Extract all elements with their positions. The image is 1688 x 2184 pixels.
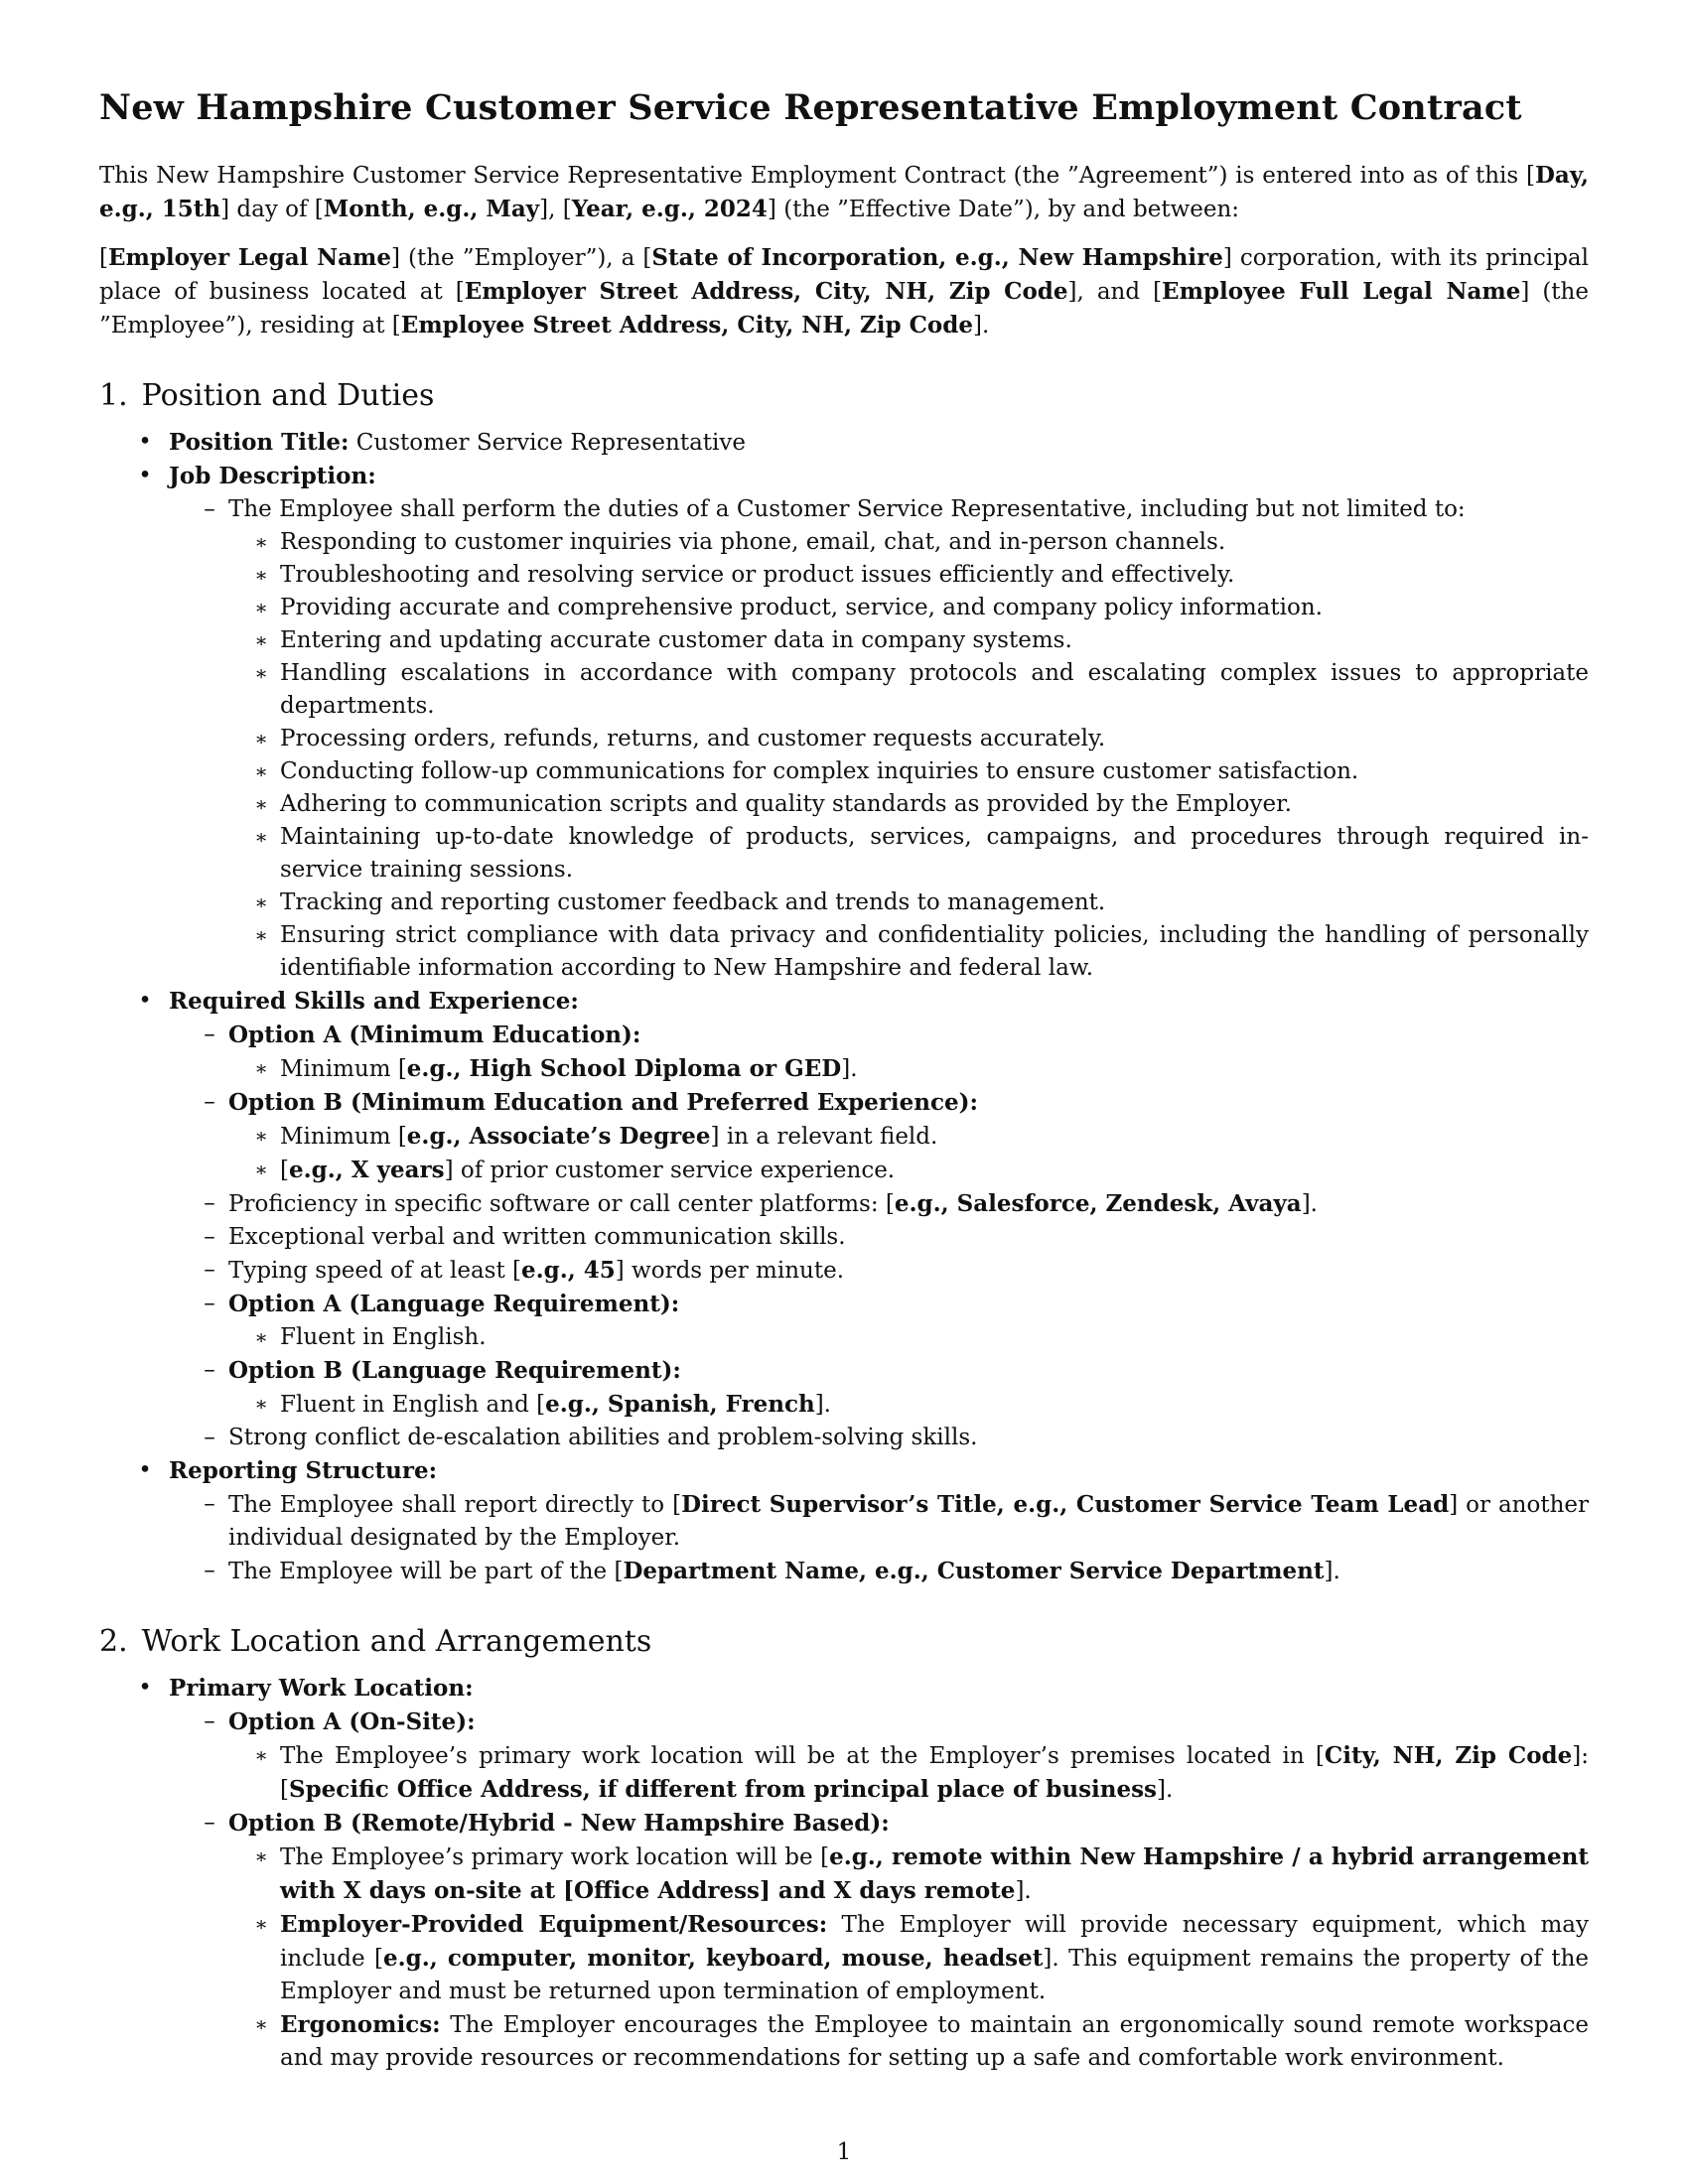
list-item <box>254 526 1589 559</box>
list-item <box>254 788 1589 821</box>
list-item-text <box>280 627 1072 653</box>
list-item-text <box>169 1676 474 1702</box>
list-item <box>99 460 1589 985</box>
list-item-text <box>280 726 1105 751</box>
text: Processing orders, refunds, returns, and customer requests accurately. <box>280 726 1106 751</box>
text: ] day of [ <box>220 197 324 222</box>
list-item <box>254 1154 1589 1187</box>
list-level-1 <box>99 1672 1589 2075</box>
list-item <box>254 624 1589 657</box>
list-item <box>204 1706 1590 1807</box>
page-number: 1 <box>836 2139 852 2165</box>
document-title: New Hampshire Customer Service Representative Employment Contract <box>99 87 1522 128</box>
list-item <box>254 1120 1589 1154</box>
list-item-text <box>169 1458 437 1484</box>
text: Maintaining up-to-date knowledge of products, services, campaigns, and procedures through required in-service training sessions. <box>280 824 1589 883</box>
bold-text: Month, e.g., May <box>323 196 540 222</box>
bullet-icon: ∗ <box>254 1158 268 1181</box>
text: Handling escalations in accordance with company protocols and escalating complex issues to appropriate departments. <box>280 660 1589 719</box>
text: Ensuring strict compliance with data privacy and confidentiality policies, including the handling of personally identifiable information according to New Hampshire and federal law. <box>280 922 1589 981</box>
text: Minimum [ <box>280 1056 407 1082</box>
bullet-icon: ∗ <box>254 923 268 947</box>
list-item-text <box>280 791 1292 817</box>
section-number: 2. <box>99 1624 128 1659</box>
bold-text: e.g., remote within New Hampshire / a hybrid arrangement with X days on-site at [Office Address] and X days remote <box>280 1843 1589 1904</box>
list-item <box>254 657 1589 723</box>
text: ], [ <box>539 197 572 222</box>
text: Troubleshooting and resolving service or product issues efficiently and effectively. <box>280 562 1235 588</box>
bullet-icon: – <box>204 1224 215 1250</box>
bullet-icon: ∗ <box>254 1912 268 1936</box>
text: ]. <box>1157 1777 1174 1803</box>
bold-text: Day, e.g., 15th <box>99 162 1589 222</box>
list-item-text <box>280 1844 1589 1904</box>
list-item-text <box>228 1224 846 1250</box>
text: Conducting follow-up communications for complex inquiries to ensure customer satisfaction. <box>280 758 1359 784</box>
bullet-icon: – <box>204 1491 215 1517</box>
list-item <box>254 1841 1589 1908</box>
bullet-icon: – <box>204 1190 215 1216</box>
text: This New Hampshire Customer Service Representative Employment Contract (the ”Agreement”) is entered into as of this <box>99 163 1526 189</box>
bold-text: e.g., High School Diploma or GED <box>406 1055 842 1082</box>
list-item <box>204 1422 1589 1454</box>
text: ]. <box>1324 1559 1340 1584</box>
text: ]. <box>1301 1191 1318 1217</box>
list-item <box>254 1908 1590 2008</box>
list-item <box>254 723 1589 755</box>
text: The Employer will provide necessary equipment, which may include [ <box>280 1912 1589 1972</box>
list-item-text <box>280 1056 858 1082</box>
text: The Employee’s primary work location will be at the Employer’s premises located in [ <box>280 1743 1325 1769</box>
bullet-icon: ∗ <box>254 792 268 816</box>
bold-text: State of Incorporation, e.g., New Hampshire <box>651 244 1223 271</box>
list-item <box>204 1555 1589 1588</box>
text: ]. <box>814 1392 831 1418</box>
list-level-3 <box>228 1388 1589 1422</box>
bold-text: Primary Work Location: <box>169 1675 474 1702</box>
text: ] corporation, with its principal place of business located at [ <box>99 245 1590 305</box>
bullet-icon: – <box>204 496 215 522</box>
bullet-icon: • <box>138 463 152 488</box>
list-item-text <box>280 1912 1589 2004</box>
bold-text: Job Description: <box>169 463 376 489</box>
list-item <box>99 1672 1589 2075</box>
list-item-text <box>169 464 376 489</box>
list-item-text <box>280 824 1589 883</box>
list-item-text <box>280 889 1105 915</box>
list-item <box>204 1086 1589 1187</box>
list-item-text <box>280 2012 1589 2071</box>
text: Exceptional verbal and written communication skills. <box>228 1224 846 1250</box>
list-item-text <box>280 660 1589 719</box>
bullet-icon: – <box>204 1810 215 1836</box>
bullet-icon: ∗ <box>254 825 268 849</box>
bold-text: e.g., computer, monitor, keyboard, mouse, headset <box>383 1945 1044 1972</box>
text: Fluent in English and [ <box>280 1392 546 1418</box>
list-item <box>254 887 1589 919</box>
bold-text: Option A (Language Requirement): <box>228 1291 680 1317</box>
text: Customer Service Representative <box>349 430 746 456</box>
bullet-icon: ∗ <box>254 1124 268 1148</box>
bold-text: Specific Office Address, if different from principal place of business <box>288 1776 1158 1803</box>
text: ] (the ”Employee”), residing at [ <box>99 279 1589 339</box>
bullet-icon: ∗ <box>254 890 268 914</box>
document-page <box>99 87 1589 2075</box>
text: ]. <box>972 313 990 339</box>
bullet-icon: – <box>204 1022 215 1047</box>
bullet-icon: ∗ <box>254 596 268 619</box>
list-item-text <box>228 1811 890 1837</box>
list-item-text <box>228 1258 844 1284</box>
text: ] or another individual designated by the Employer. <box>228 1492 1589 1551</box>
list-item-text <box>228 1492 1589 1551</box>
text: Fluent in English. <box>280 1324 487 1350</box>
bold-text: Employer Legal Name <box>107 244 392 271</box>
text: The Employer encourages the Employee to maintain an ergonomically sound remote workspace and may provide resources or recommendations for setting up a safe and comfortable work environment. <box>280 2012 1589 2071</box>
bold-text: Employer-Provided Equipment/Resources: <box>280 1911 828 1938</box>
section-title: Position and Duties <box>141 378 435 413</box>
list-item-text <box>228 1358 681 1384</box>
text: [ <box>99 245 108 271</box>
list-level-3 <box>228 1120 1589 1187</box>
list-item-text <box>228 1292 679 1317</box>
list-item-text <box>228 496 1466 522</box>
bullet-icon: – <box>204 1425 215 1450</box>
bold-text: Option B (Minimum Education and Preferred Experience): <box>228 1089 979 1116</box>
list-item <box>254 1321 1589 1354</box>
section-heading <box>99 1624 1589 1660</box>
list-item-text <box>228 1559 1340 1584</box>
text: [ <box>1525 163 1535 189</box>
bullet-icon: • <box>138 988 152 1014</box>
bold-text: City, NH, Zip Code <box>1324 1742 1573 1769</box>
list-item <box>204 1288 1589 1354</box>
bullet-icon: • <box>138 1457 152 1483</box>
list-level-2 <box>169 493 1589 985</box>
list-item <box>254 821 1589 887</box>
text: ]. This equipment remains the property of the Employer and must be returned upon termination of employment. <box>280 1946 1590 2004</box>
list-item-text <box>280 922 1589 981</box>
list-item-text <box>280 1392 831 1418</box>
bullet-icon: • <box>138 1675 152 1701</box>
bullet-icon: – <box>204 1257 215 1283</box>
list-item <box>254 2008 1589 2075</box>
section-number: 1. <box>99 378 128 413</box>
list-item <box>254 559 1589 592</box>
bold-text: e.g., Salesforce, Zendesk, Avaya <box>894 1190 1302 1217</box>
text: [ <box>280 1158 289 1183</box>
text: ] words per minute. <box>615 1258 845 1284</box>
list-item-text <box>280 562 1234 588</box>
list-item-text <box>280 758 1358 784</box>
list-level-1 <box>99 426 1589 1588</box>
bold-text: Required Skills and Experience: <box>169 988 579 1015</box>
section-title: Work Location and Arrangements <box>141 1624 652 1659</box>
bullet-icon: ∗ <box>254 1056 268 1080</box>
list-item-text <box>228 1709 476 1735</box>
list-item <box>204 1488 1589 1555</box>
list-item <box>204 1221 1589 1254</box>
text: Proficiency in specific software or call center platforms: [ <box>228 1191 895 1217</box>
bold-text: Reporting Structure: <box>169 1457 438 1484</box>
text: ] of prior customer service experience. <box>444 1158 896 1183</box>
bullet-icon: ∗ <box>254 1392 268 1416</box>
text: ] in a relevant field. <box>710 1124 938 1150</box>
text: The Employee’s primary work location will be [ <box>280 1844 830 1870</box>
bullet-icon: ∗ <box>254 759 268 783</box>
list-level-3 <box>228 1739 1589 1807</box>
list-item <box>254 1388 1589 1422</box>
list-item <box>254 755 1589 788</box>
intro-paragraph-1 <box>99 159 1589 226</box>
list-item-text <box>280 529 1225 555</box>
bullet-icon: – <box>204 1291 215 1316</box>
bullet-icon: – <box>204 1708 215 1734</box>
bullet-icon: – <box>204 1089 215 1115</box>
bullet-icon: ∗ <box>254 1743 268 1767</box>
bullet-icon: ∗ <box>254 530 268 554</box>
text: ] (the ”Employer”), a [ <box>391 245 652 271</box>
list-item-text <box>228 1090 978 1116</box>
bold-text: Department Name, e.g., Customer Service Department <box>623 1558 1325 1584</box>
sections-container <box>99 378 1589 2075</box>
bullet-icon: – <box>204 1558 215 1583</box>
bold-text: Option B (Remote/Hybrid - New Hampshire Based): <box>228 1810 890 1837</box>
list-item-text <box>280 1124 937 1150</box>
bold-text: Employee Street Address, City, NH, Zip Code <box>400 312 973 339</box>
bullet-icon: ∗ <box>254 727 268 751</box>
bullet-icon: ∗ <box>254 563 268 587</box>
bold-text: Employer Street Address, City, NH, Zip Code <box>464 278 1068 305</box>
list-level-3 <box>228 1052 1589 1086</box>
text: Minimum [ <box>280 1124 407 1150</box>
section-heading <box>99 378 1589 414</box>
list-level-3 <box>228 1841 1589 2075</box>
bullet-icon: ∗ <box>254 628 268 652</box>
text: Responding to customer inquiries via phone, email, chat, and in-person channels. <box>280 529 1226 555</box>
bold-text: e.g., 45 <box>521 1257 616 1284</box>
list-level-2 <box>169 1706 1589 2075</box>
bold-text: Ergonomics: <box>280 2011 441 2038</box>
text: ] (the ”Effective Date”), by and between: <box>767 197 1240 222</box>
list-level-2 <box>169 1019 1589 1454</box>
list-item-text <box>228 1023 640 1048</box>
bold-text: Year, e.g., 2024 <box>571 196 768 222</box>
list-item-text <box>280 1743 1589 1803</box>
list-item-text <box>280 1158 895 1183</box>
bullet-icon: ∗ <box>254 1325 268 1349</box>
list-item <box>204 1254 1589 1288</box>
list-item <box>204 1354 1589 1422</box>
bullet-icon: ∗ <box>254 2012 268 2036</box>
list-level-3 <box>228 526 1589 985</box>
list-item <box>254 592 1589 624</box>
text: Strong conflict de-escalation abilities and problem-solving skills. <box>228 1425 978 1450</box>
text: ]. <box>1015 1878 1032 1904</box>
list-item-text <box>169 430 746 456</box>
bold-text: Option A (On-Site): <box>228 1708 476 1735</box>
bullet-icon: ∗ <box>254 1844 268 1868</box>
text: The Employee shall report directly to [ <box>228 1492 682 1518</box>
bold-text: Employee Full Legal Name <box>1162 278 1521 305</box>
bullet-icon: – <box>204 1357 215 1383</box>
text: ]: [ <box>280 1743 1590 1803</box>
bold-text: e.g., Associate’s Degree <box>406 1123 711 1150</box>
bold-text: e.g., X years <box>288 1157 445 1183</box>
text: ]. <box>841 1056 858 1082</box>
list-item-text <box>169 989 579 1015</box>
list-item <box>204 1807 1590 2075</box>
list-level-2 <box>169 1488 1589 1588</box>
text: Typing speed of at least [ <box>228 1258 521 1284</box>
bold-text: Option A (Minimum Education): <box>228 1022 641 1048</box>
text: Tracking and reporting customer feedback and trends to management. <box>280 889 1106 915</box>
list-item-text <box>280 1324 487 1350</box>
text: The Employee shall perform the duties of a Customer Service Representative, including but not limited to: <box>228 496 1466 522</box>
text: The Employee will be part of the [ <box>228 1559 624 1584</box>
list-item <box>204 493 1589 985</box>
text: Entering and updating accurate customer data in company systems. <box>280 627 1072 653</box>
bold-text: Option B (Language Requirement): <box>228 1357 681 1384</box>
bullet-icon: ∗ <box>254 661 268 685</box>
list-item <box>254 1052 1589 1086</box>
bold-text: Direct Supervisor’s Title, e.g., Customer Service Team Lead <box>681 1491 1450 1518</box>
list-item-text <box>228 1425 977 1450</box>
list-item <box>99 985 1589 1454</box>
text: ], and [ <box>1067 279 1163 305</box>
list-item <box>254 1739 1590 1807</box>
list-item <box>204 1019 1589 1086</box>
list-item-text <box>228 1191 1318 1217</box>
bold-text: e.g., Spanish, French <box>545 1391 815 1418</box>
bold-text: Position Title: <box>169 429 350 456</box>
list-item <box>99 426 1589 460</box>
text: Adhering to communication scripts and quality standards as provided by the Employer. <box>280 791 1292 817</box>
intro-paragraph-2 <box>99 241 1589 342</box>
bullet-icon: • <box>138 429 152 455</box>
list-item <box>99 1454 1589 1588</box>
text: Providing accurate and comprehensive product, service, and company policy information. <box>280 595 1323 620</box>
list-level-3 <box>228 1321 1589 1354</box>
list-item <box>204 1187 1589 1221</box>
list-item <box>254 919 1589 985</box>
list-item-text <box>280 595 1323 620</box>
